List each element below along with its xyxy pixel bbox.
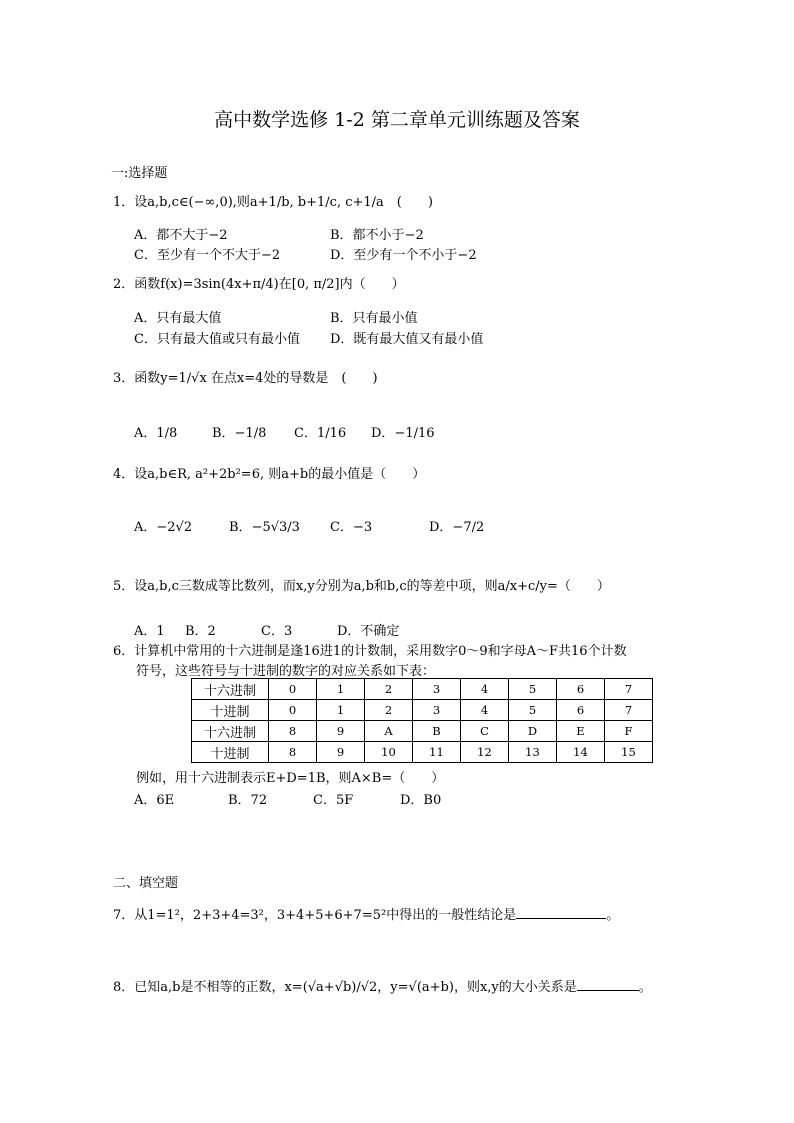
table-cell: 4 [461, 700, 509, 721]
table-cell: A [365, 721, 413, 742]
table-cell: 2 [365, 700, 413, 721]
question-5: 5．设a,b,c三数成等比数列，而x,y分别为a,b和b,c的等差中项，则a/x+c/y=（ ） [113, 579, 610, 594]
table-cell: 3 [413, 679, 461, 700]
question-3: 3．函数y=1/√x 在点x=4处的导数是 ( ) [113, 371, 378, 386]
q1-option-c: C．至少有一个不大于−2 [134, 248, 281, 263]
table-cell: 12 [461, 742, 509, 763]
q6-option-d: D．B0 [400, 793, 442, 808]
question-6: 6．计算机中常用的十六进制是逢16进1的计数制，采用数字0～9和字母A～F共16个计数 [113, 644, 627, 659]
q3-option-c: C．1/16 [294, 426, 347, 441]
table-cell: 4 [461, 679, 509, 700]
table-cell: 1 [317, 679, 365, 700]
table-cell: 十进制 [192, 700, 269, 721]
table-cell: 7 [605, 679, 653, 700]
q2-option-c: C．只有最大值或只有最小值 [134, 332, 300, 347]
table-row [192, 721, 653, 742]
q3-option-a: A．1/8 [134, 426, 178, 441]
q3-option-b: B．−1/8 [212, 426, 267, 441]
question-7-text: 7．从1=1²，2+3+4=3²，3+4+5+6+7=5²中得出的一般性结论是 [113, 908, 517, 923]
table-cell: 十六进制 [192, 721, 269, 742]
table-cell: 0 [269, 679, 317, 700]
table-cell: B [413, 721, 461, 742]
table-cell: 14 [557, 742, 605, 763]
table-cell: 5 [509, 700, 557, 721]
answer-blank[interactable] [577, 978, 639, 991]
table-cell: 7 [605, 700, 653, 721]
table-cell: 6 [557, 700, 605, 721]
q4-option-c: C．−3 [330, 520, 373, 535]
table-cell: 9 [317, 742, 365, 763]
answer-blank[interactable] [516, 906, 606, 919]
table-cell: 0 [269, 700, 317, 721]
table-cell: 10 [365, 742, 413, 763]
q2-option-d: D．既有最大值又有最小值 [330, 332, 484, 347]
question-2: 2．函数f(x)=3sin(4x+π/4)在[0, π/2]内（ ） [113, 277, 405, 292]
q1-option-b: B．都不小于−2 [330, 228, 424, 243]
question-1: 1．设a,b,c∈(−∞,0),则a+1/b, b+1/c, c+1/a ( ) [113, 195, 433, 210]
question-7-end: 。 [606, 908, 620, 923]
table-cell: F [605, 721, 653, 742]
q4-option-b: B．−5√3/3 [229, 520, 300, 535]
table-row [192, 679, 653, 700]
section-fill-heading: 二、填空题 [113, 876, 179, 891]
q2-option-b: B．只有最小值 [330, 311, 418, 326]
table-cell: 十六进制 [192, 679, 269, 700]
table-cell: 1 [317, 700, 365, 721]
q1-option-d: D．至少有一个不小于−2 [330, 248, 477, 263]
q3-option-d: D．−1/16 [371, 426, 435, 441]
question-7 [113, 904, 619, 923]
q5-option-b: B．2 [185, 624, 216, 639]
question-6-example: 例如，用十六进制表示E+D=1B，则A×B=（ ） [136, 771, 445, 786]
question-8-end: 。 [638, 980, 652, 995]
table-cell: 十进制 [192, 742, 269, 763]
table-cell: D [509, 721, 557, 742]
page-title: 高中数学选修 1-2 第二章单元训练题及答案 [214, 109, 580, 131]
q4-option-a: A．−2√2 [134, 520, 193, 535]
table-cell: 13 [509, 742, 557, 763]
q2-option-a: A．只有最大值 [134, 311, 222, 326]
section-choice-heading: 一:选择题 [111, 166, 168, 181]
table-row [192, 742, 653, 763]
table-cell: 11 [413, 742, 461, 763]
table-cell: 8 [269, 742, 317, 763]
q6-option-a: A．6E [134, 793, 175, 808]
q1-option-a: A．都不大于−2 [134, 228, 228, 243]
table-cell: 3 [413, 700, 461, 721]
q5-option-d: D．不确定 [337, 624, 400, 639]
table-cell: 6 [557, 679, 605, 700]
table-cell: C [461, 721, 509, 742]
table-cell: 5 [509, 679, 557, 700]
q4-option-d: D．−7/2 [429, 520, 485, 535]
table-cell: 9 [317, 721, 365, 742]
q6-option-b: B．72 [228, 793, 268, 808]
q6-option-c: C．5F [313, 793, 354, 808]
table-cell: 8 [269, 721, 317, 742]
question-8 [113, 976, 652, 995]
table-cell: 15 [605, 742, 653, 763]
question-4: 4．设a,b∈R, a²+2b²=6, 则a+b的最小值是（ ） [113, 467, 426, 482]
q5-option-a: A．1 [134, 624, 165, 639]
q5-option-c: C．3 [261, 624, 293, 639]
question-8-text: 8．已知a,b是不相等的正数，x=(√a+√b)/√2，y=√(a+b)，则x,y的大小关系是 [113, 980, 577, 995]
question-6-line2: 符号，这些符号与十进制的数字的对应关系如下表： [136, 664, 436, 679]
table-cell: E [557, 721, 605, 742]
hex-decimal-table [191, 678, 653, 763]
table-row [192, 700, 653, 721]
table-cell: 2 [365, 679, 413, 700]
